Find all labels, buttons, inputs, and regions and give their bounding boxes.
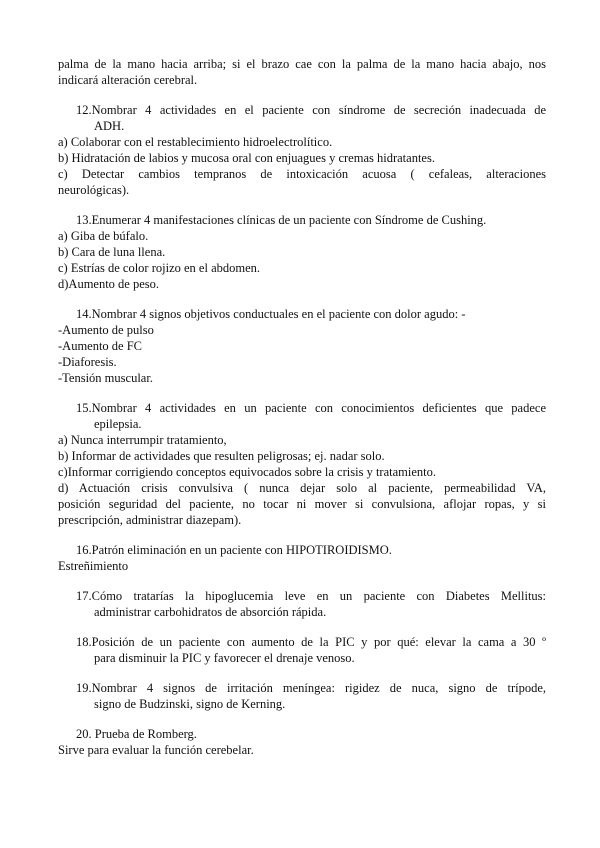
- question-18-line-2: para disminuir la PIC y favorecer el drenaje venoso.: [94, 651, 355, 665]
- question-18-line-1: 18.Posición de un paciente con aumento de la PIC y por qué: elevar la cama a 30 º: [76, 635, 546, 649]
- question-17-line-2: administrar carbohidratos de absorción rápida.: [94, 605, 327, 619]
- question-17: [58, 588, 546, 620]
- question-13-item-a: a) Giba de búfalo.: [58, 229, 149, 243]
- question-15-item-d-cont-1: posición seguridad del paciente, no tocar ni mover si convulsiona, aflojar ropas, y si: [58, 497, 546, 511]
- question-14: [58, 306, 546, 386]
- question-12-item-b: b) Hidratación de labios y mucosa oral con enjuagues y cremas hidratantes.: [58, 151, 435, 165]
- question-15-item-b: b) Informar de actividades que resulten peligrosas; ej. nadar solo.: [58, 449, 385, 463]
- question-12-item-c-cont: neurológicas).: [58, 183, 130, 197]
- question-14-item-a: -Aumento de pulso: [58, 323, 154, 337]
- question-12-title: 12.Nombrar 4 actividades en el paciente con síndrome de secreción inadecuada de: [76, 103, 546, 117]
- question-16: [58, 542, 546, 574]
- question-15-title-cont: epilepsia.: [94, 417, 142, 431]
- question-15-item-c: c)Informar corrigiendo conceptos equivocados sobre la crisis y tratamiento.: [58, 465, 436, 479]
- question-12-title-cont: ADH.: [94, 119, 125, 133]
- question-17-line-1: 17.Cómo tratarías la hipoglucemia leve en un paciente con Diabetes Mellitus:: [76, 589, 546, 603]
- question-12-item-a: a) Colaborar con el restablecimiento hidroelectrolítico.: [58, 135, 333, 149]
- question-16-answer: Estreñimiento: [58, 559, 129, 573]
- question-12: [58, 102, 546, 198]
- question-18: [58, 634, 546, 666]
- question-13-item-d: d)Aumento de peso.: [58, 277, 160, 291]
- question-15-title: 15.Nombrar 4 actividades en un paciente con conocimientos deficientes que padece: [76, 401, 546, 415]
- question-13-title: 13.Enumerar 4 manifestaciones clínicas de un paciente con Síndrome de Cushing.: [76, 213, 487, 227]
- question-15-item-d: d) Actuación crisis convulsiva ( nunca dejar solo al paciente, permeabilidad VA,: [58, 481, 546, 495]
- question-19-line-1: 19.Nombrar 4 signos de irritación meníngea: rigidez de nuca, signo de trípode,: [76, 681, 546, 695]
- question-15-item-a: a) Nunca interrumpir tratamiento,: [58, 433, 227, 447]
- question-15: [58, 400, 546, 528]
- question-13: [58, 212, 546, 292]
- intro-line-2: indicará alteración cerebral.: [58, 73, 198, 87]
- question-14-title: 14.Nombrar 4 signos objetivos conductuales en el paciente con dolor agudo: -: [76, 307, 466, 321]
- document-page: [58, 56, 546, 758]
- question-16-title: 16.Patrón eliminación en un paciente con HIPOTIROIDISMO.: [76, 543, 392, 557]
- question-19: [58, 680, 546, 712]
- question-14-item-c: -Diaforesis.: [58, 355, 117, 369]
- question-19-line-2: signo de Budzinski, signo de Kerning.: [94, 697, 286, 711]
- intro-line-1: palma de la mano hacia arriba; si el brazo cae con la palma de la mano hacia abajo, nos: [58, 57, 546, 71]
- question-14-item-b: -Aumento de FC: [58, 339, 143, 353]
- question-20: [58, 726, 546, 758]
- question-14-item-d: -Tensión muscular.: [58, 371, 153, 385]
- question-13-item-b: b) Cara de luna llena.: [58, 245, 166, 259]
- question-20-answer: Sirve para evaluar la función cerebelar.: [58, 743, 254, 757]
- question-20-title: 20. Prueba de Romberg.: [76, 727, 197, 741]
- intro-paragraph: [58, 56, 546, 88]
- question-13-item-c: c) Estrías de color rojizo en el abdomen.: [58, 261, 261, 275]
- question-15-item-d-cont-2: prescripción, administrar diazepam).: [58, 513, 242, 527]
- question-12-item-c: c) Detectar cambios tempranos de intoxicación acuosa ( cefaleas, alteraciones: [58, 167, 546, 181]
